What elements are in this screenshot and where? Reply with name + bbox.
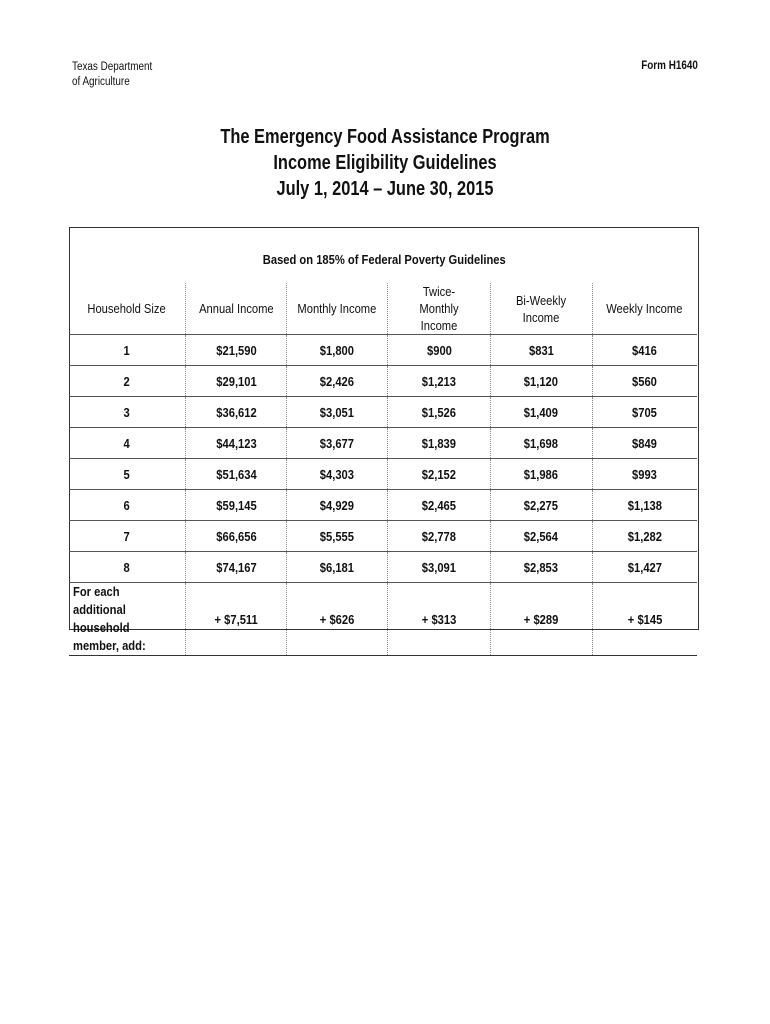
col-weekly-income: Weekly Income <box>592 283 697 335</box>
table-cell: $29,101 <box>186 366 287 397</box>
table-cell: + $626 <box>287 583 388 656</box>
table-row <box>69 397 697 428</box>
table-cell: + $145 <box>592 583 697 656</box>
additional-member-label: For each additional household member, add: <box>69 583 186 656</box>
table-cell: $2,853 <box>490 552 592 583</box>
table-cell: $59,145 <box>186 490 287 521</box>
table-cell: $1,698 <box>490 428 592 459</box>
col-annual-income: Annual Income <box>186 283 287 335</box>
table-cell: $44,123 <box>186 428 287 459</box>
table-cell: $900 <box>388 335 490 366</box>
table-cell: 8 <box>69 552 186 583</box>
table-row <box>69 459 697 490</box>
poverty-basis-note: Based on 185% of Federal Poverty Guidelines <box>262 252 506 267</box>
table-cell: $1,138 <box>592 490 697 521</box>
table-cell: $1,800 <box>287 335 388 366</box>
agency-name <box>72 60 152 90</box>
form-number: Form H1640 <box>641 60 698 72</box>
title-line-3: July 1, 2014 – June 30, 2015 <box>276 178 494 200</box>
income-table-box <box>69 227 699 653</box>
table-cell: $1,526 <box>388 397 490 428</box>
table-cell: 3 <box>69 397 186 428</box>
table-row <box>69 366 697 397</box>
col-household-size: Household Size <box>87 301 167 316</box>
table-cell: 2 <box>69 366 186 397</box>
table-cell: $993 <box>592 459 697 490</box>
table-cell: $2,152 <box>388 459 490 490</box>
table-cell: + $313 <box>388 583 490 656</box>
table-cell: 6 <box>69 490 186 521</box>
table-cell: $21,590 <box>186 335 287 366</box>
col-bi-weekly-income: Bi-Weekly Income <box>490 283 592 335</box>
table-cell: $416 <box>592 335 697 366</box>
title-line-1: The Emergency Food Assistance Program <box>220 126 550 148</box>
table-row <box>69 552 697 583</box>
table-row <box>69 428 697 459</box>
table-header-row <box>69 283 697 335</box>
table-cell: $3,091 <box>388 552 490 583</box>
table-row <box>69 335 697 366</box>
table-cell: $705 <box>592 397 697 428</box>
table-cell: $1,427 <box>592 552 697 583</box>
table-cell: $560 <box>592 366 697 397</box>
table-cell: $6,181 <box>287 552 388 583</box>
table-cell: $3,051 <box>287 397 388 428</box>
agency-line-2: of Agriculture <box>72 76 130 88</box>
table-cell: $4,303 <box>287 459 388 490</box>
table-cell: $2,564 <box>490 521 592 552</box>
table-cell: $5,555 <box>287 521 388 552</box>
table-cell: $831 <box>490 335 592 366</box>
table-cell: $1,282 <box>592 521 697 552</box>
additional-member-row <box>69 583 697 656</box>
table-cell: $3,677 <box>287 428 388 459</box>
table-cell: 7 <box>69 521 186 552</box>
table-row <box>69 490 697 521</box>
table-cell: $1,986 <box>490 459 592 490</box>
table-cell: $1,120 <box>490 366 592 397</box>
col-monthly-income: Monthly Income <box>287 283 388 335</box>
agency-line-1: Texas Department <box>72 61 153 73</box>
table-cell: 5 <box>69 459 186 490</box>
table-cell: $849 <box>592 428 697 459</box>
table-cell: $74,167 <box>186 552 287 583</box>
table-cell: 4 <box>69 428 186 459</box>
table-cell: $1,839 <box>388 428 490 459</box>
table-cell: $1,213 <box>388 366 490 397</box>
document-title <box>0 124 770 202</box>
table-cell: $2,426 <box>287 366 388 397</box>
table-cell: $1,409 <box>490 397 592 428</box>
table-cell: $2,275 <box>490 490 592 521</box>
table-row <box>69 521 697 552</box>
table-cell: $2,778 <box>388 521 490 552</box>
col-twice-monthly-income: Twice-Monthly Income <box>388 283 490 335</box>
table-cell: $36,612 <box>186 397 287 428</box>
table-cell: + $289 <box>490 583 592 656</box>
table-cell: $66,656 <box>186 521 287 552</box>
title-line-2: Income Eligibility Guidelines <box>273 152 497 174</box>
table-cell: $4,929 <box>287 490 388 521</box>
table-cell: + $7,511 <box>186 583 287 656</box>
table-cell: 1 <box>69 335 186 366</box>
income-table <box>69 283 697 656</box>
table-cell: $51,634 <box>186 459 287 490</box>
table-cell: $2,465 <box>388 490 490 521</box>
